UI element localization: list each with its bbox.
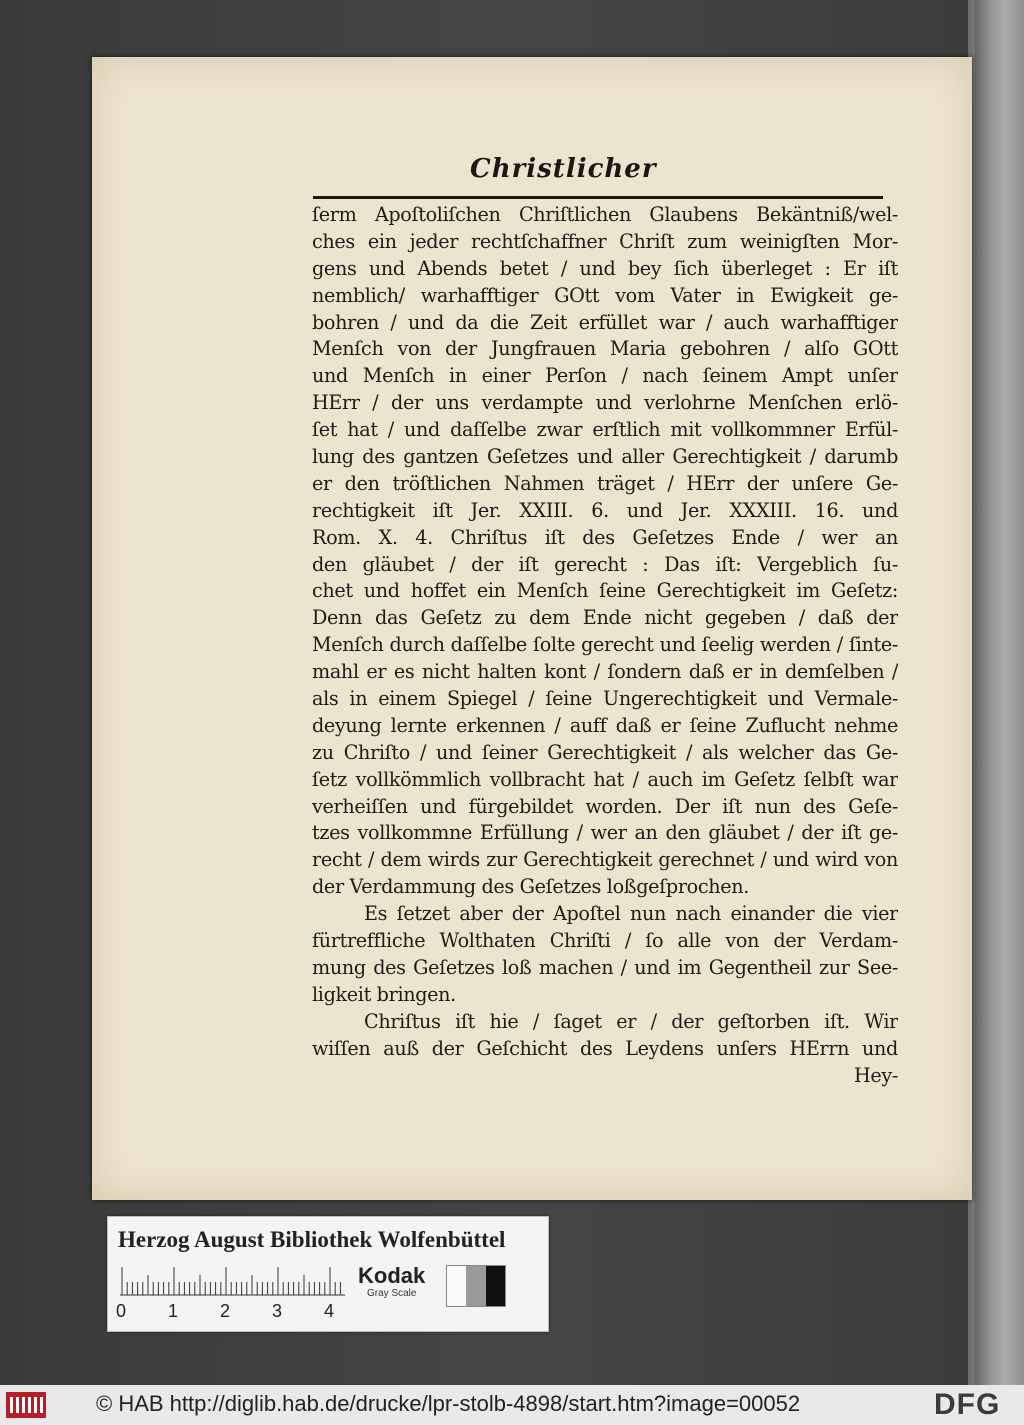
- color-reference-card: [107, 1216, 549, 1332]
- text-line: ſerm Apoſtoliſchen Chriſtlichen Glaubens Bekäntniß/wel-: [312, 203, 898, 226]
- text-block: [312, 202, 898, 1089]
- text-line: recht / dem wirds zur Gerechtigkeit gerechnet / und wird von: [312, 848, 898, 872]
- text-line: rechtigkeit iſt Jer. XXIII. 6. und Jer. XXXIII. 16. und: [312, 498, 898, 522]
- catchword: Hey-: [853, 1063, 898, 1087]
- footer-copyright-link[interactable]: © HAB http://diglib.hab.de/drucke/lpr-stolb-4898/start.htm?image=00052: [96, 1391, 801, 1416]
- text-line: ches ein jeder rechtſchaffner Chriſt zum weinigſten Mor-: [312, 229, 898, 253]
- text-line: mung des Geſetzes loß machen / und im Gegentheil zur See-: [312, 955, 898, 979]
- hab-library-icon: [6, 1392, 46, 1418]
- running-head: Christlicher: [470, 154, 657, 184]
- ruler-number: 2: [220, 1301, 231, 1321]
- head-rule: [313, 196, 883, 199]
- text-line: tzes vollkommne Erfüllung / wer an den gläubet / der iſt ge-: [312, 821, 898, 845]
- text-line: zu Chriſto / und ſeiner Gerechtigkeit / als welcher das Ge-: [312, 740, 898, 764]
- text-line: ſet hat / und daſſelbe zwar erſtlich mit vollkommner Erfül-: [312, 418, 898, 442]
- text-line: mahl er es nicht halten kont / ſondern daß er in demſelben /: [312, 660, 898, 684]
- text-line: gens und Abends betet / und bey ſich überleget : Er iſt: [312, 256, 898, 280]
- ruler-number: 3: [272, 1301, 283, 1321]
- text-line: den gläubet / der iſt gerecht : Das iſt: Vergeblich ſu-: [312, 552, 898, 576]
- text-line: wiſſen auß der Geſchicht des Leydens unſers HErrn und: [312, 1036, 898, 1060]
- text-line: lung des gantzen Geſetzes und aller Gerechtigkeit / darumb: [312, 445, 898, 469]
- text-line: ligkeit bringen.: [312, 982, 456, 1006]
- kodak-logo: Kodak: [358, 1263, 426, 1288]
- text-line: nemblich/ warhafftiger GOtt vom Vater in Ewigkeit ge-: [312, 283, 898, 307]
- adjacent-page-highlight: [975, 0, 1024, 1385]
- text-line: er den tröſtlichen Nahmen träget / HErr der unſere Ge-: [312, 471, 898, 495]
- text-line: deyung lernte erkennen / auff daß er ſeine Zuflucht nehme: [312, 713, 898, 737]
- text-line: und Menſch in einer Perſon / nach ſeinem Ampt unſer: [312, 364, 898, 388]
- text-line: Rom. X. 4. Chriſtus iſt des Geſetzes Ende / wer an: [312, 525, 898, 549]
- text-line: ſetz vollkömmlich vollbracht hat / auch im Geſetz ſelbſt war: [312, 767, 898, 791]
- scale-ruler: [120, 1265, 345, 1299]
- gray-scale-patch: [446, 1265, 506, 1307]
- text-line: Chriſtus iſt hie / ſaget er / der geſtorben iſt. Wir: [364, 1009, 898, 1033]
- ruler-number: 4: [324, 1301, 335, 1321]
- text-line: fürtreffliche Wolthaten Chriſti / ſo alle von der Verdam-: [312, 929, 898, 953]
- text-line: Denn das Geſetz zu dem Ende nicht gegeben / daß der: [312, 606, 898, 630]
- text-line: Menſch durch daſſelbe ſolte gerecht und ſeelig werden / ſinte-: [312, 633, 898, 657]
- kodak-subtitle: Gray Scale: [367, 1288, 417, 1299]
- text-line: HErr / der uns verdampte und verlohrne Menſchen erlö-: [312, 391, 898, 415]
- text-line: chet und hoffet ein Menſch ſeine Gerechtigkeit im Geſetz:: [312, 579, 898, 603]
- ruler-number: 0: [116, 1301, 127, 1321]
- library-name: Herzog August Bibliothek Wolfenbüttel: [118, 1227, 506, 1252]
- text-line: Es ſetzet aber der Apoſtel nun nach einander die vier: [364, 902, 898, 926]
- text-line: Menſch von der Jungfrauen Maria gebohren / alſo GOtt: [312, 337, 898, 361]
- text-line: als in einem Spiegel / ſeine Ungerechtigkeit und Vermale-: [312, 687, 898, 711]
- footer-bar: [0, 1385, 1024, 1425]
- dfg-logo: DFG: [934, 1388, 1001, 1421]
- ruler-number: 1: [168, 1301, 179, 1321]
- text-line: der Verdammung des Geſetzes loßgeſprochen.: [312, 875, 750, 899]
- text-line: verheiſſen und fürgebildet worden. Der iſt nun des Geſe-: [312, 794, 898, 818]
- text-line: bohren / und da die Zeit erfüllet war / auch warhafftiger: [312, 310, 898, 334]
